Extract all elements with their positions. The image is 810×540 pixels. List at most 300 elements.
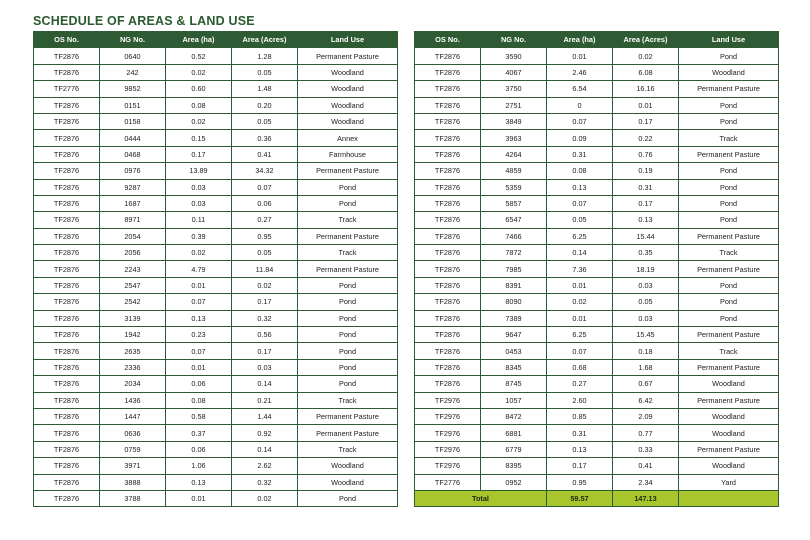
cell-area-ha: 0.01: [547, 48, 613, 64]
cell-area-acres: 2.34: [613, 474, 679, 490]
cell-land-use: Pond: [298, 277, 398, 293]
cell-ng-no: 0158: [100, 113, 166, 129]
cell-ng-no: 7985: [481, 261, 547, 277]
cell-area-ha: 0.23: [166, 327, 232, 343]
cell-ng-no: 0444: [100, 130, 166, 146]
cell-area-acres: 0.77: [613, 425, 679, 441]
cell-area-acres: 11.84: [232, 261, 298, 277]
cell-os-no: TF2876: [415, 294, 481, 310]
cell-area-ha: 1.06: [166, 458, 232, 474]
table-row: [34, 130, 398, 146]
cell-os-no: TF2876: [34, 64, 100, 80]
cell-os-no: TF2876: [415, 146, 481, 162]
cell-os-no: TF2976: [415, 458, 481, 474]
cell-land-use: Woodland: [298, 113, 398, 129]
cell-land-use: Woodland: [679, 376, 779, 392]
cell-area-acres: 0.17: [232, 294, 298, 310]
cell-ng-no: 3139: [100, 310, 166, 326]
cell-area-acres: 0.18: [613, 343, 679, 359]
cell-area-ha: 0.03: [166, 195, 232, 211]
table-row: [34, 179, 398, 195]
cell-area-ha: 0: [547, 97, 613, 113]
cell-os-no: TF2876: [34, 163, 100, 179]
cell-land-use: Pond: [298, 490, 398, 506]
cell-land-use: Pond: [298, 359, 398, 375]
cell-area-acres: 0.03: [232, 359, 298, 375]
cell-area-acres: 16.16: [613, 81, 679, 97]
cell-area-ha: 0.17: [166, 146, 232, 162]
cell-area-ha: 0.60: [166, 81, 232, 97]
cell-land-use: Pond: [679, 113, 779, 129]
cell-ng-no: 3849: [481, 113, 547, 129]
cell-land-use: Permanent Pasture: [298, 425, 398, 441]
cell-ng-no: 5857: [481, 195, 547, 211]
cell-area-ha: 0.15: [166, 130, 232, 146]
cell-os-no: TF2876: [34, 408, 100, 424]
table-row: [415, 458, 779, 474]
cell-os-no: TF2776: [34, 81, 100, 97]
cell-land-use: Permanent Pasture: [679, 261, 779, 277]
table-row: [34, 277, 398, 293]
cell-ng-no: 0636: [100, 425, 166, 441]
column-header-area-ha: Area (ha): [547, 32, 613, 48]
table-row: [415, 343, 779, 359]
cell-land-use: Pond: [298, 310, 398, 326]
cell-area-acres: 1.48: [232, 81, 298, 97]
cell-area-ha: 0.01: [547, 310, 613, 326]
table-row: [34, 490, 398, 506]
cell-area-acres: 0.27: [232, 212, 298, 228]
cell-area-acres: 0.06: [232, 195, 298, 211]
table-row: [415, 228, 779, 244]
cell-os-no: TF2876: [415, 245, 481, 261]
cell-area-acres: 0.41: [232, 146, 298, 162]
column-header-area-acres: Area (Acres): [232, 32, 298, 48]
cell-os-no: TF2876: [415, 81, 481, 97]
cell-os-no: TF2876: [34, 48, 100, 64]
cell-area-acres: 0.17: [613, 113, 679, 129]
cell-os-no: TF2876: [34, 327, 100, 343]
cell-os-no: TF2976: [415, 441, 481, 457]
cell-land-use: Woodland: [679, 64, 779, 80]
cell-area-ha: 0.08: [547, 163, 613, 179]
cell-ng-no: 0976: [100, 163, 166, 179]
cell-ng-no: 1942: [100, 327, 166, 343]
cell-ng-no: 7872: [481, 245, 547, 261]
cell-area-ha: 0.17: [547, 458, 613, 474]
table-row: [34, 48, 398, 64]
cell-area-ha: 6.25: [547, 228, 613, 244]
cell-area-ha: 13.89: [166, 163, 232, 179]
cell-ng-no: 2054: [100, 228, 166, 244]
cell-ng-no: 8391: [481, 277, 547, 293]
cell-area-ha: 0.03: [166, 179, 232, 195]
table-row: [34, 441, 398, 457]
total-area-ha: 59.57: [547, 490, 613, 506]
cell-ng-no: 6779: [481, 441, 547, 457]
cell-ng-no: 2056: [100, 245, 166, 261]
cell-os-no: TF2876: [415, 327, 481, 343]
cell-land-use: Permanent Pasture: [298, 228, 398, 244]
cell-os-no: TF2976: [415, 392, 481, 408]
cell-os-no: TF2876: [34, 425, 100, 441]
cell-area-ha: 0.31: [547, 146, 613, 162]
cell-ng-no: 9852: [100, 81, 166, 97]
cell-os-no: TF2876: [415, 163, 481, 179]
cell-land-use: Permanent Pasture: [679, 228, 779, 244]
cell-land-use: Permanent Pasture: [679, 327, 779, 343]
cell-land-use: Permanent Pasture: [679, 359, 779, 375]
table-row: [415, 441, 779, 457]
table-row: [34, 343, 398, 359]
table-row: [415, 64, 779, 80]
cell-area-ha: 0.68: [547, 359, 613, 375]
table-row: [34, 97, 398, 113]
table-row: [415, 425, 779, 441]
cell-ng-no: 2751: [481, 97, 547, 113]
cell-area-acres: 0.41: [613, 458, 679, 474]
column-header-area-acres: Area (Acres): [613, 32, 679, 48]
cell-land-use: Track: [298, 212, 398, 228]
cell-ng-no: 3788: [100, 490, 166, 506]
cell-os-no: TF2876: [34, 113, 100, 129]
cell-area-acres: 2.09: [613, 408, 679, 424]
cell-land-use: Woodland: [298, 458, 398, 474]
table-row: [34, 458, 398, 474]
cell-area-acres: 0.14: [232, 441, 298, 457]
cell-area-ha: 0.06: [166, 441, 232, 457]
cell-os-no: TF2876: [415, 376, 481, 392]
cell-ng-no: 9647: [481, 327, 547, 343]
cell-area-acres: 0.19: [613, 163, 679, 179]
table-row: [34, 359, 398, 375]
cell-area-ha: 0.09: [547, 130, 613, 146]
table-row: [415, 81, 779, 97]
cell-ng-no: 3888: [100, 474, 166, 490]
cell-ng-no: 0468: [100, 146, 166, 162]
cell-land-use: Annex: [298, 130, 398, 146]
table-row: [34, 392, 398, 408]
cell-area-acres: 0.95: [232, 228, 298, 244]
cell-area-acres: 0.02: [613, 48, 679, 64]
table-row: [415, 97, 779, 113]
cell-land-use: Pond: [679, 195, 779, 211]
cell-land-use: Track: [679, 245, 779, 261]
cell-os-no: TF2876: [34, 376, 100, 392]
cell-land-use: Pond: [679, 277, 779, 293]
cell-ng-no: 242: [100, 64, 166, 80]
cell-land-use: Track: [679, 130, 779, 146]
cell-land-use: Pond: [298, 343, 398, 359]
table-row: [415, 245, 779, 261]
cell-area-ha: 0.58: [166, 408, 232, 424]
cell-area-ha: 0.13: [547, 179, 613, 195]
table-row: [34, 376, 398, 392]
cell-os-no: TF2876: [34, 343, 100, 359]
cell-os-no: TF2876: [415, 228, 481, 244]
cell-os-no: TF2876: [415, 130, 481, 146]
cell-land-use: Woodland: [679, 408, 779, 424]
column-header-ng-no: NG No.: [481, 32, 547, 48]
cell-area-acres: 0.03: [613, 277, 679, 293]
cell-os-no: TF2876: [34, 458, 100, 474]
cell-area-ha: 6.54: [547, 81, 613, 97]
cell-os-no: TF2876: [415, 195, 481, 211]
table-row: [34, 425, 398, 441]
total-label: Total: [415, 490, 547, 506]
table-row: [34, 327, 398, 343]
cell-ng-no: 2635: [100, 343, 166, 359]
column-header-land-use: Land Use: [298, 32, 398, 48]
cell-land-use: Permanent Pasture: [298, 261, 398, 277]
cell-land-use: Permanent Pasture: [679, 146, 779, 162]
cell-os-no: TF2776: [415, 474, 481, 490]
cell-area-ha: 0.13: [547, 441, 613, 457]
cell-land-use: Track: [298, 245, 398, 261]
cell-area-ha: 0.07: [547, 113, 613, 129]
table-row: [415, 310, 779, 326]
cell-os-no: TF2876: [415, 113, 481, 129]
cell-area-ha: 0.05: [547, 212, 613, 228]
cell-area-ha: 0.01: [166, 277, 232, 293]
table-row: [415, 474, 779, 490]
cell-os-no: TF2876: [34, 97, 100, 113]
table-row: [34, 228, 398, 244]
cell-area-ha: 0.08: [166, 97, 232, 113]
cell-area-acres: 0.32: [232, 474, 298, 490]
cell-area-ha: 0.39: [166, 228, 232, 244]
cell-ng-no: 0759: [100, 441, 166, 457]
table-row: [34, 245, 398, 261]
cell-area-acres: 0.92: [232, 425, 298, 441]
cell-ng-no: 2243: [100, 261, 166, 277]
cell-land-use: Permanent Pasture: [298, 48, 398, 64]
cell-os-no: TF2876: [34, 261, 100, 277]
table-row: [415, 179, 779, 195]
table-row: [415, 195, 779, 211]
cell-os-no: TF2876: [415, 97, 481, 113]
cell-land-use: Permanent Pasture: [298, 408, 398, 424]
cell-area-acres: 6.08: [613, 64, 679, 80]
table-header-row: [34, 32, 398, 48]
column-header-ng-no: NG No.: [100, 32, 166, 48]
cell-area-acres: 0.07: [232, 179, 298, 195]
cell-area-ha: 0.31: [547, 425, 613, 441]
cell-land-use: Woodland: [298, 474, 398, 490]
cell-area-acres: 0.05: [613, 294, 679, 310]
land-use-table-right: [414, 31, 779, 507]
cell-os-no: TF2876: [34, 474, 100, 490]
table-row: [34, 146, 398, 162]
cell-area-acres: 0.14: [232, 376, 298, 392]
cell-ng-no: 4264: [481, 146, 547, 162]
table-row: [415, 212, 779, 228]
cell-ng-no: 2034: [100, 376, 166, 392]
cell-area-ha: 0.02: [547, 294, 613, 310]
cell-os-no: TF2976: [415, 425, 481, 441]
table-row: [34, 310, 398, 326]
table-row: [34, 195, 398, 211]
cell-area-acres: 0.32: [232, 310, 298, 326]
cell-area-acres: 0.31: [613, 179, 679, 195]
cell-land-use: Pond: [298, 327, 398, 343]
cell-land-use: Pond: [298, 195, 398, 211]
cell-ng-no: 6881: [481, 425, 547, 441]
cell-area-ha: 0.13: [166, 474, 232, 490]
cell-os-no: TF2876: [34, 179, 100, 195]
cell-area-ha: 0.07: [547, 343, 613, 359]
table-row: [415, 277, 779, 293]
cell-os-no: TF2876: [34, 245, 100, 261]
cell-ng-no: 8395: [481, 458, 547, 474]
table-row: [34, 261, 398, 277]
column-header-land-use: Land Use: [679, 32, 779, 48]
cell-land-use: Track: [298, 441, 398, 457]
cell-os-no: TF2876: [415, 261, 481, 277]
cell-land-use: Woodland: [679, 425, 779, 441]
cell-os-no: TF2876: [34, 359, 100, 375]
cell-area-ha: 0.13: [166, 310, 232, 326]
cell-land-use: Pond: [298, 294, 398, 310]
cell-area-acres: 0.05: [232, 245, 298, 261]
total-row: [415, 490, 779, 506]
cell-land-use: Track: [679, 343, 779, 359]
cell-os-no: TF2976: [415, 408, 481, 424]
cell-area-ha: 4.79: [166, 261, 232, 277]
cell-area-ha: 0.02: [166, 245, 232, 261]
cell-area-acres: 0.33: [613, 441, 679, 457]
cell-land-use: Pond: [679, 179, 779, 195]
cell-area-acres: 0.01: [613, 97, 679, 113]
cell-ng-no: 0453: [481, 343, 547, 359]
cell-ng-no: 1436: [100, 392, 166, 408]
cell-ng-no: 0640: [100, 48, 166, 64]
cell-land-use: Pond: [298, 179, 398, 195]
cell-land-use: Woodland: [679, 458, 779, 474]
cell-os-no: TF2876: [415, 343, 481, 359]
cell-ng-no: 9287: [100, 179, 166, 195]
cell-area-acres: 0.02: [232, 277, 298, 293]
cell-os-no: TF2876: [34, 441, 100, 457]
cell-os-no: TF2876: [34, 294, 100, 310]
cell-land-use: Pond: [679, 163, 779, 179]
table-row: [34, 113, 398, 129]
cell-os-no: TF2876: [415, 310, 481, 326]
cell-land-use: Pond: [679, 48, 779, 64]
total-area-acres: 147.13: [613, 490, 679, 506]
table-row: [415, 359, 779, 375]
cell-area-ha: 0.95: [547, 474, 613, 490]
table-row: [415, 392, 779, 408]
cell-ng-no: 3971: [100, 458, 166, 474]
cell-land-use: Farmhouse: [298, 146, 398, 162]
table-row: [34, 64, 398, 80]
cell-land-use: Woodland: [298, 97, 398, 113]
cell-area-acres: 0.21: [232, 392, 298, 408]
table-row: [415, 113, 779, 129]
table-header-row: [415, 32, 779, 48]
cell-area-acres: 0.36: [232, 130, 298, 146]
cell-area-ha: 0.11: [166, 212, 232, 228]
cell-land-use: Permanent Pasture: [679, 392, 779, 408]
cell-area-ha: 2.60: [547, 392, 613, 408]
cell-os-no: TF2876: [34, 212, 100, 228]
cell-land-use: Track: [298, 392, 398, 408]
cell-ng-no: 3750: [481, 81, 547, 97]
cell-os-no: TF2876: [34, 490, 100, 506]
cell-area-ha: 0.02: [166, 113, 232, 129]
cell-area-acres: 0.35: [613, 245, 679, 261]
cell-os-no: TF2876: [34, 195, 100, 211]
cell-area-acres: 0.17: [232, 343, 298, 359]
cell-ng-no: 2336: [100, 359, 166, 375]
cell-area-ha: 0.01: [547, 277, 613, 293]
column-header-area-ha: Area (ha): [166, 32, 232, 48]
cell-area-acres: 6.42: [613, 392, 679, 408]
table-row: [34, 163, 398, 179]
cell-area-acres: 15.45: [613, 327, 679, 343]
cell-ng-no: 3963: [481, 130, 547, 146]
cell-os-no: TF2876: [415, 359, 481, 375]
column-header-os-no: OS No.: [34, 32, 100, 48]
cell-land-use: Pond: [679, 310, 779, 326]
table-row: [415, 327, 779, 343]
cell-ng-no: 8472: [481, 408, 547, 424]
cell-ng-no: 8090: [481, 294, 547, 310]
table-row: [34, 212, 398, 228]
cell-os-no: TF2876: [34, 146, 100, 162]
cell-area-acres: 0.13: [613, 212, 679, 228]
cell-land-use: Pond: [298, 376, 398, 392]
cell-area-acres: 0.20: [232, 97, 298, 113]
cell-area-acres: 34.32: [232, 163, 298, 179]
cell-ng-no: 8745: [481, 376, 547, 392]
cell-area-ha: 0.85: [547, 408, 613, 424]
cell-ng-no: 0151: [100, 97, 166, 113]
cell-land-use: Pond: [679, 97, 779, 113]
cell-land-use: Pond: [679, 294, 779, 310]
cell-ng-no: 4067: [481, 64, 547, 80]
table-row: [415, 408, 779, 424]
cell-os-no: TF2876: [34, 392, 100, 408]
cell-os-no: TF2876: [34, 277, 100, 293]
cell-area-acres: 0.05: [232, 113, 298, 129]
table-row: [415, 163, 779, 179]
table-row: [415, 146, 779, 162]
cell-ng-no: 1057: [481, 392, 547, 408]
cell-area-acres: 0.76: [613, 146, 679, 162]
cell-area-acres: 2.62: [232, 458, 298, 474]
cell-area-acres: 15.44: [613, 228, 679, 244]
cell-os-no: TF2876: [34, 310, 100, 326]
cell-land-use: Woodland: [298, 64, 398, 80]
cell-area-acres: 0.22: [613, 130, 679, 146]
table-row: [34, 474, 398, 490]
cell-area-acres: 0.67: [613, 376, 679, 392]
cell-area-ha: 0.37: [166, 425, 232, 441]
cell-land-use: Pond: [679, 212, 779, 228]
cell-os-no: TF2876: [415, 179, 481, 195]
cell-area-acres: 1.68: [613, 359, 679, 375]
cell-ng-no: 7466: [481, 228, 547, 244]
cell-area-ha: 0.14: [547, 245, 613, 261]
cell-land-use: Woodland: [298, 81, 398, 97]
cell-land-use: Yard: [679, 474, 779, 490]
cell-area-ha: 0.07: [166, 343, 232, 359]
table-row: [34, 408, 398, 424]
cell-area-ha: 0.52: [166, 48, 232, 64]
cell-area-acres: 1.28: [232, 48, 298, 64]
